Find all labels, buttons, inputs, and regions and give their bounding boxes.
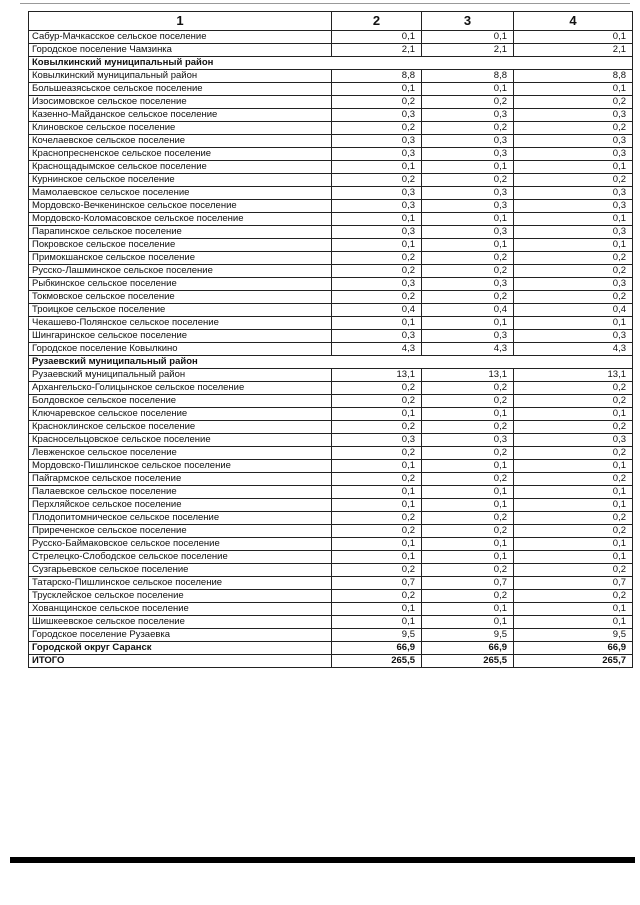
value-col-2: 0,2	[332, 447, 422, 460]
value-col-3: 8,8	[422, 70, 514, 83]
value-col-4: 9,5	[514, 629, 633, 642]
table-row	[29, 135, 633, 148]
value-col-4: 0,1	[514, 538, 633, 551]
table-row	[29, 564, 633, 577]
value-col-2: 0,1	[332, 460, 422, 473]
value-col-4: 0,2	[514, 382, 633, 395]
table-row	[29, 421, 633, 434]
value-col-4: 13,1	[514, 369, 633, 382]
value-col-4: 0,1	[514, 616, 633, 629]
value-col-2: 0,3	[332, 135, 422, 148]
value-col-2: 0,1	[332, 83, 422, 96]
value-col-4: 0,2	[514, 291, 633, 304]
value-col-4: 0,2	[514, 512, 633, 525]
table-row	[29, 226, 633, 239]
value-col-2: 0,2	[332, 525, 422, 538]
value-col-4: 4,3	[514, 343, 633, 356]
table-row	[29, 473, 633, 486]
value-col-4: 0,3	[514, 135, 633, 148]
table-row	[29, 629, 633, 642]
table-row	[29, 44, 633, 57]
municipality-name: Болдовское сельское поселение	[29, 395, 332, 408]
table-row	[29, 486, 633, 499]
value-col-4: 0,1	[514, 213, 633, 226]
column-header-2: 2	[332, 12, 422, 31]
municipality-name: Русско-Баймаковское сельское поселение	[29, 538, 332, 551]
municipality-name: Городское поселение Ковылкино	[29, 343, 332, 356]
municipality-name: Изосимовское сельское поселение	[29, 96, 332, 109]
municipality-name: Городской округ Саранск	[29, 642, 332, 655]
value-col-4: 0,2	[514, 395, 633, 408]
table-row	[29, 161, 633, 174]
value-col-2: 0,1	[332, 408, 422, 421]
table-row	[29, 499, 633, 512]
municipality-name: Примокшанское сельское поселение	[29, 252, 332, 265]
value-col-2: 0,1	[332, 486, 422, 499]
table-row	[29, 551, 633, 564]
table-row	[29, 317, 633, 330]
header-row	[29, 12, 633, 31]
value-col-3: 0,2	[422, 395, 514, 408]
value-col-2: 0,1	[332, 239, 422, 252]
municipality-name: Городское поселение Рузаевка	[29, 629, 332, 642]
municipality-name: Красноклинское сельское поселение	[29, 421, 332, 434]
municipality-name: Архангельско-Голицынское сельское поселение	[29, 382, 332, 395]
value-col-4: 0,2	[514, 421, 633, 434]
municipality-name: Хованщинское сельское поселение	[29, 603, 332, 616]
table-row	[29, 278, 633, 291]
municipality-name: Парапинское сельское поселение	[29, 226, 332, 239]
table-row	[29, 512, 633, 525]
table-row	[29, 382, 633, 395]
value-col-4: 0,1	[514, 551, 633, 564]
value-col-4: 0,2	[514, 252, 633, 265]
value-col-4: 0,1	[514, 239, 633, 252]
municipality-name: Покровское сельское поселение	[29, 239, 332, 252]
value-col-3: 0,7	[422, 577, 514, 590]
value-col-4: 0,2	[514, 122, 633, 135]
municipality-name: Краснощадымское сельское поселение	[29, 161, 332, 174]
value-col-2: 0,1	[332, 538, 422, 551]
value-col-2: 0,3	[332, 187, 422, 200]
value-col-3: 2,1	[422, 44, 514, 57]
municipality-name: Рузаевский муниципальный район	[29, 369, 332, 382]
value-col-2: 0,2	[332, 512, 422, 525]
value-col-2: 0,2	[332, 252, 422, 265]
value-col-2: 0,2	[332, 291, 422, 304]
value-col-3: 0,2	[422, 291, 514, 304]
value-col-4: 0,3	[514, 330, 633, 343]
value-col-3: 0,3	[422, 278, 514, 291]
value-col-2: 0,3	[332, 330, 422, 343]
value-col-3: 0,4	[422, 304, 514, 317]
value-col-3: 0,3	[422, 434, 514, 447]
section-header-row	[29, 57, 633, 70]
municipality-name: Ключаревское сельское поселение	[29, 408, 332, 421]
section-header-row	[29, 356, 633, 369]
table-row	[29, 252, 633, 265]
table-row	[29, 96, 633, 109]
municipality-name: Сузгарьевское сельское поселение	[29, 564, 332, 577]
value-col-3: 0,3	[422, 135, 514, 148]
value-col-2: 0,3	[332, 200, 422, 213]
value-col-4: 0,4	[514, 304, 633, 317]
value-col-3: 0,1	[422, 460, 514, 473]
value-col-4: 0,2	[514, 447, 633, 460]
value-col-4: 0,3	[514, 187, 633, 200]
section-title: Ковылкинский муниципальный район	[29, 57, 633, 70]
municipality-name: Ковылкинский муниципальный район	[29, 70, 332, 83]
municipality-name: Мордовско-Коломасовское сельское поселение	[29, 213, 332, 226]
table-row	[29, 31, 633, 44]
value-col-2: 0,3	[332, 148, 422, 161]
municipality-name: Клиновское сельское поселение	[29, 122, 332, 135]
table-row	[29, 616, 633, 629]
value-col-3: 0,2	[422, 590, 514, 603]
value-col-3: 265,5	[422, 655, 514, 668]
municipality-name: Рыбкинское сельское поселение	[29, 278, 332, 291]
value-col-4: 0,3	[514, 109, 633, 122]
value-col-3: 0,1	[422, 408, 514, 421]
column-header-4: 4	[514, 12, 633, 31]
value-col-3: 0,2	[422, 382, 514, 395]
value-col-3: 0,1	[422, 317, 514, 330]
bottom-page-rule	[10, 857, 635, 863]
municipality-name: Курнинское сельское поселение	[29, 174, 332, 187]
allocation-table	[28, 11, 633, 668]
top-page-rule	[20, 3, 630, 4]
municipality-name: Мордовско-Вечкенинское сельское поселение	[29, 200, 332, 213]
value-col-3: 0,2	[422, 447, 514, 460]
municipality-name: Сабур-Мачкасское сельское поселение	[29, 31, 332, 44]
value-col-3: 0,1	[422, 161, 514, 174]
municipality-name: Пайгармское сельское поселение	[29, 473, 332, 486]
value-col-2: 0,1	[332, 213, 422, 226]
value-col-2: 8,8	[332, 70, 422, 83]
municipality-name: Кочелаевское сельское поселение	[29, 135, 332, 148]
table-row	[29, 304, 633, 317]
municipality-name: Стрелецко-Слободское сельское поселение	[29, 551, 332, 564]
value-col-2: 0,1	[332, 616, 422, 629]
value-col-3: 0,3	[422, 330, 514, 343]
municipality-name: Городское поселение Чамзинка	[29, 44, 332, 57]
value-col-3: 0,1	[422, 31, 514, 44]
value-col-3: 13,1	[422, 369, 514, 382]
table-row	[29, 174, 633, 187]
municipality-name: Большеазясьское сельское поселение	[29, 83, 332, 96]
value-col-3: 0,3	[422, 226, 514, 239]
municipality-name: Чекашево-Полянское сельское поселение	[29, 317, 332, 330]
value-col-2: 0,1	[332, 161, 422, 174]
table-row	[29, 460, 633, 473]
municipality-name: Мордовско-Пишлинское сельское поселение	[29, 460, 332, 473]
table-row	[29, 343, 633, 356]
value-col-3: 0,2	[422, 96, 514, 109]
value-col-4: 0,7	[514, 577, 633, 590]
value-col-2: 0,2	[332, 564, 422, 577]
value-col-3: 0,1	[422, 499, 514, 512]
value-col-4: 0,1	[514, 499, 633, 512]
value-col-3: 0,2	[422, 174, 514, 187]
table-row	[29, 395, 633, 408]
table-row	[29, 408, 633, 421]
table-row	[29, 538, 633, 551]
value-col-3: 0,1	[422, 538, 514, 551]
total-row	[29, 655, 633, 668]
table-row	[29, 187, 633, 200]
value-col-2: 9,5	[332, 629, 422, 642]
value-col-4: 0,1	[514, 486, 633, 499]
value-col-4: 0,3	[514, 226, 633, 239]
table-row	[29, 83, 633, 96]
table-row	[29, 434, 633, 447]
municipality-name: Казенно-Майданское сельское поселение	[29, 109, 332, 122]
value-col-3: 0,3	[422, 148, 514, 161]
value-col-2: 0,1	[332, 551, 422, 564]
value-col-3: 0,2	[422, 564, 514, 577]
municipality-name: Шишкеевское сельское поселение	[29, 616, 332, 629]
value-col-4: 0,1	[514, 161, 633, 174]
value-col-3: 0,1	[422, 551, 514, 564]
value-col-3: 0,1	[422, 616, 514, 629]
value-col-2: 0,3	[332, 226, 422, 239]
value-col-3: 66,9	[422, 642, 514, 655]
table-body	[29, 31, 633, 668]
value-col-4: 2,1	[514, 44, 633, 57]
value-col-4: 0,1	[514, 603, 633, 616]
value-col-3: 0,2	[422, 265, 514, 278]
value-col-2: 0,2	[332, 174, 422, 187]
value-col-2: 0,2	[332, 421, 422, 434]
value-col-4: 0,3	[514, 200, 633, 213]
table-row	[29, 447, 633, 460]
value-col-3: 0,1	[422, 83, 514, 96]
value-col-2: 0,1	[332, 603, 422, 616]
value-col-3: 0,2	[422, 421, 514, 434]
value-col-2: 0,1	[332, 317, 422, 330]
value-col-4: 0,3	[514, 434, 633, 447]
table-row	[29, 148, 633, 161]
value-col-2: 4,3	[332, 343, 422, 356]
table-row	[29, 265, 633, 278]
table-row	[29, 330, 633, 343]
value-col-4: 0,1	[514, 31, 633, 44]
value-col-2: 13,1	[332, 369, 422, 382]
value-col-3: 0,1	[422, 603, 514, 616]
value-col-2: 66,9	[332, 642, 422, 655]
value-col-2: 0,3	[332, 109, 422, 122]
table-row	[29, 122, 633, 135]
column-header-3: 3	[422, 12, 514, 31]
municipality-name: Русско-Лашминское сельское поселение	[29, 265, 332, 278]
table-row	[29, 525, 633, 538]
table-row	[29, 70, 633, 83]
value-col-4: 0,1	[514, 408, 633, 421]
value-col-3: 0,3	[422, 109, 514, 122]
table-row	[29, 239, 633, 252]
municipality-name: Палаевское сельское поселение	[29, 486, 332, 499]
value-col-3: 0,1	[422, 239, 514, 252]
value-col-3: 0,2	[422, 525, 514, 538]
value-col-3: 4,3	[422, 343, 514, 356]
value-col-3: 9,5	[422, 629, 514, 642]
municipality-name: Плодопитомническое сельское поселение	[29, 512, 332, 525]
municipality-name: Троицкое сельское поселение	[29, 304, 332, 317]
value-col-2: 0,7	[332, 577, 422, 590]
column-header-1: 1	[29, 12, 332, 31]
table-row	[29, 590, 633, 603]
municipality-name: Шингаринское сельское поселение	[29, 330, 332, 343]
value-col-2: 0,2	[332, 122, 422, 135]
value-col-2: 0,2	[332, 590, 422, 603]
value-col-2: 0,3	[332, 434, 422, 447]
value-col-2: 0,2	[332, 96, 422, 109]
value-col-2: 0,1	[332, 499, 422, 512]
value-col-4: 0,1	[514, 317, 633, 330]
municipality-name: Левженское сельское поселение	[29, 447, 332, 460]
municipality-name: Мамолаевское сельское поселение	[29, 187, 332, 200]
value-col-3: 0,2	[422, 252, 514, 265]
value-col-2: 0,3	[332, 278, 422, 291]
table-row	[29, 291, 633, 304]
value-col-3: 0,1	[422, 486, 514, 499]
value-col-4: 0,3	[514, 278, 633, 291]
value-col-4: 0,2	[514, 590, 633, 603]
table-row	[29, 577, 633, 590]
value-col-2: 0,4	[332, 304, 422, 317]
value-col-4: 0,2	[514, 265, 633, 278]
value-col-2: 265,5	[332, 655, 422, 668]
total-row	[29, 642, 633, 655]
value-col-3: 0,3	[422, 200, 514, 213]
value-col-4: 8,8	[514, 70, 633, 83]
table-row	[29, 369, 633, 382]
value-col-3: 0,2	[422, 122, 514, 135]
municipality-name: Трусклейское сельское поселение	[29, 590, 332, 603]
table-row	[29, 603, 633, 616]
municipality-name: Краснопресненское сельское поселение	[29, 148, 332, 161]
municipality-name: Токмовское сельское поселение	[29, 291, 332, 304]
value-col-4: 0,2	[514, 564, 633, 577]
value-col-4: 0,2	[514, 473, 633, 486]
municipality-name: Татарско-Пишлинское сельское поселение	[29, 577, 332, 590]
table-row	[29, 213, 633, 226]
value-col-2: 2,1	[332, 44, 422, 57]
value-col-2: 0,2	[332, 473, 422, 486]
value-col-4: 66,9	[514, 642, 633, 655]
municipality-name: Красносельцовское сельское поселение	[29, 434, 332, 447]
section-title: Рузаевский муниципальный район	[29, 356, 633, 369]
value-col-3: 0,3	[422, 187, 514, 200]
municipality-name: Перхляйское сельское поселение	[29, 499, 332, 512]
value-col-2: 0,2	[332, 395, 422, 408]
value-col-2: 0,2	[332, 382, 422, 395]
value-col-4: 0,2	[514, 525, 633, 538]
value-col-4: 0,1	[514, 460, 633, 473]
table-row	[29, 200, 633, 213]
value-col-3: 0,2	[422, 473, 514, 486]
value-col-4: 0,3	[514, 148, 633, 161]
value-col-2: 0,2	[332, 265, 422, 278]
value-col-4: 0,1	[514, 83, 633, 96]
municipality-name: Приреченское сельское поселение	[29, 525, 332, 538]
value-col-3: 0,1	[422, 213, 514, 226]
value-col-4: 265,7	[514, 655, 633, 668]
value-col-4: 0,2	[514, 174, 633, 187]
value-col-3: 0,2	[422, 512, 514, 525]
municipality-name: ИТОГО	[29, 655, 332, 668]
value-col-4: 0,2	[514, 96, 633, 109]
value-col-2: 0,1	[332, 31, 422, 44]
table-row	[29, 109, 633, 122]
